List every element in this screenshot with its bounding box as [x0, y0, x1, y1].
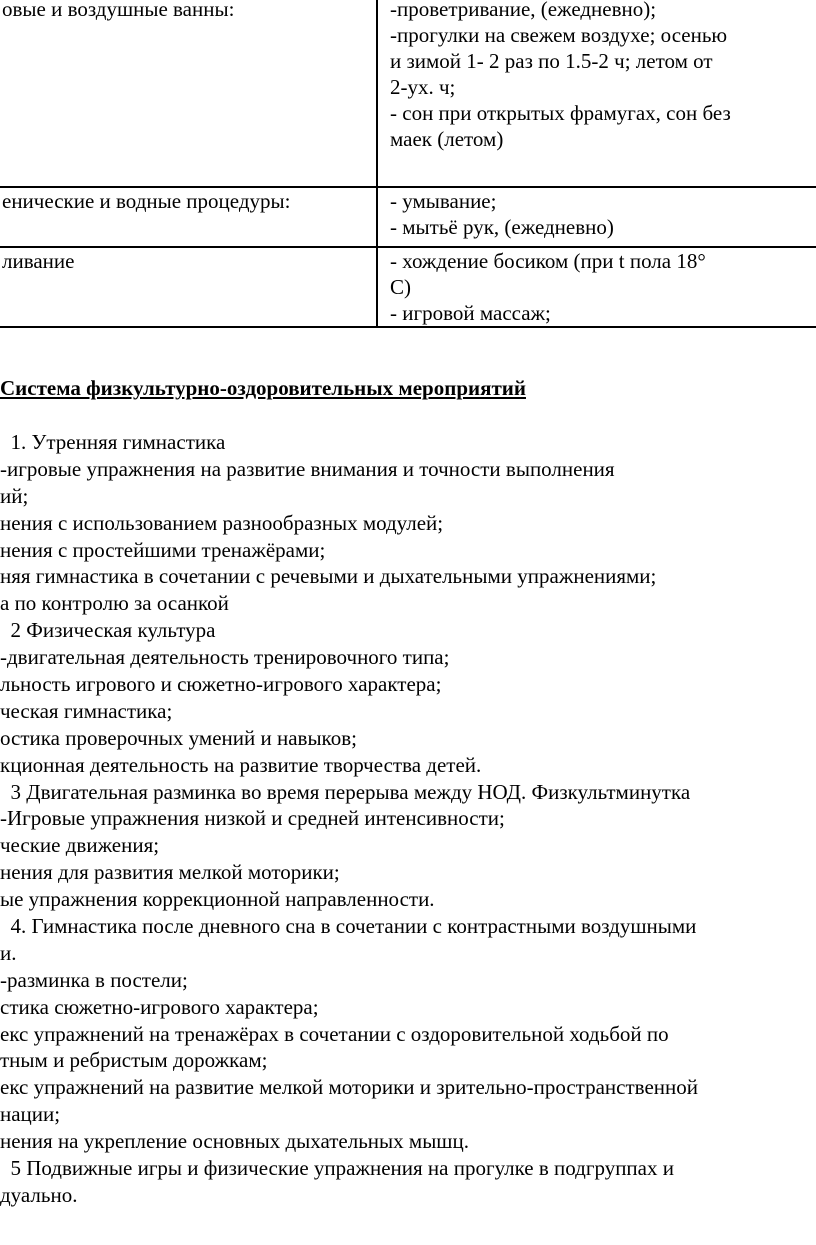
table-cell-activities	[377, 247, 816, 327]
text-line: стика сюжетно-игрового характера;	[0, 994, 319, 1019]
cell-text: ливание	[2, 249, 75, 273]
text-line: ые упражнения коррекционной направленности.	[0, 887, 435, 912]
text-line: нения с простейшими тренажёрами;	[0, 537, 326, 562]
cell-text: - хождение босиком (при t пола 18°	[390, 249, 706, 273]
text-line: -Игровые упражнения низкой и средней интенсивности;	[0, 806, 505, 831]
text-line: дуально.	[0, 1182, 78, 1207]
body-text	[0, 429, 816, 1209]
cell-text: - сон при открытых фрамугах, сон без	[390, 101, 731, 125]
text-line: 1. Утренняя гимнастика	[0, 430, 226, 454]
table-cell-category	[0, 247, 377, 327]
cell-text: овые и воздушные ванны:	[2, 0, 235, 21]
table-cell-category	[0, 187, 377, 247]
text-line: 3 Двигательная разминка во время перерыва между НОД. Физкультминутка	[0, 779, 691, 804]
text-line: ческие движения;	[0, 833, 160, 858]
cell-text: енические и водные процедуры:	[2, 189, 291, 213]
table-row	[0, 187, 816, 247]
table-row	[0, 0, 816, 187]
text-line: нения с использованием разнообразных модулей;	[0, 510, 444, 535]
text-line: и.	[0, 940, 17, 965]
text-line: кционная деятельность на развитие творчества детей.	[0, 752, 482, 777]
cell-text: и зимой 1- 2 раз по 1.5-2 ч; летом от	[390, 49, 713, 73]
text-line: екс упражнений на развитие мелкой моторики и зрительно-пространственной	[0, 1075, 698, 1100]
cell-text: 2-ух. ч;	[390, 75, 456, 99]
text-line: -разминка в постели;	[0, 967, 188, 992]
cell-text: -проветривание, (ежедневно);	[390, 0, 657, 21]
table-row	[0, 247, 816, 327]
cell-text: маек (летом)	[390, 127, 504, 151]
text-line: нения на укрепление основных дыхательных мышц.	[0, 1129, 469, 1154]
text-line: тным и ребристым дорожкам;	[0, 1048, 268, 1073]
cell-text: - игровой массаж;	[390, 301, 551, 325]
table-cell-activities	[377, 187, 816, 247]
text-line: нения для развития мелкой моторики;	[0, 860, 340, 885]
cell-text: -прогулки на свежем воздухе; осенью	[390, 23, 728, 47]
text-line: -игровые упражнения на развитие внимания и точности выполнения	[0, 456, 615, 481]
text-line: 4. Гимнастика после дневного сна в сочетании с контрастными воздушными	[0, 914, 697, 939]
text-line: 2 Физическая культура	[0, 618, 216, 643]
text-line: ческая гимнастика;	[0, 698, 173, 723]
cell-text: - умывание;	[390, 189, 497, 213]
text-line: нации;	[0, 1102, 61, 1127]
table-cell-category	[0, 0, 377, 187]
text-line: -двигательная деятельность тренировочного типа;	[0, 645, 450, 670]
text-line: остика проверочных умений и навыков;	[0, 725, 357, 750]
cell-text: С)	[390, 275, 411, 299]
text-line: няя гимнастика в сочетании с речевыми и дыхательными упражнениями;	[0, 564, 657, 589]
section-heading: Система физкультурно-оздоровительных мероприятий	[0, 376, 526, 400]
text-line: ий;	[0, 483, 29, 508]
text-line: а по контролю за осанкой	[0, 591, 229, 616]
table-cell-activities	[377, 0, 816, 187]
cell-text: - мытьё рук, (ежедневно)	[390, 215, 614, 239]
text-line: 5 Подвижные игры и физические упражнения на прогулке в подгруппах и	[0, 1156, 674, 1181]
text-line: екс упражнений на тренажёрах в сочетании с оздоровительной ходьбой по	[0, 1021, 669, 1046]
regimen-table	[0, 0, 816, 328]
text-line: льность игрового и сюжетно-игрового характера;	[0, 672, 442, 697]
